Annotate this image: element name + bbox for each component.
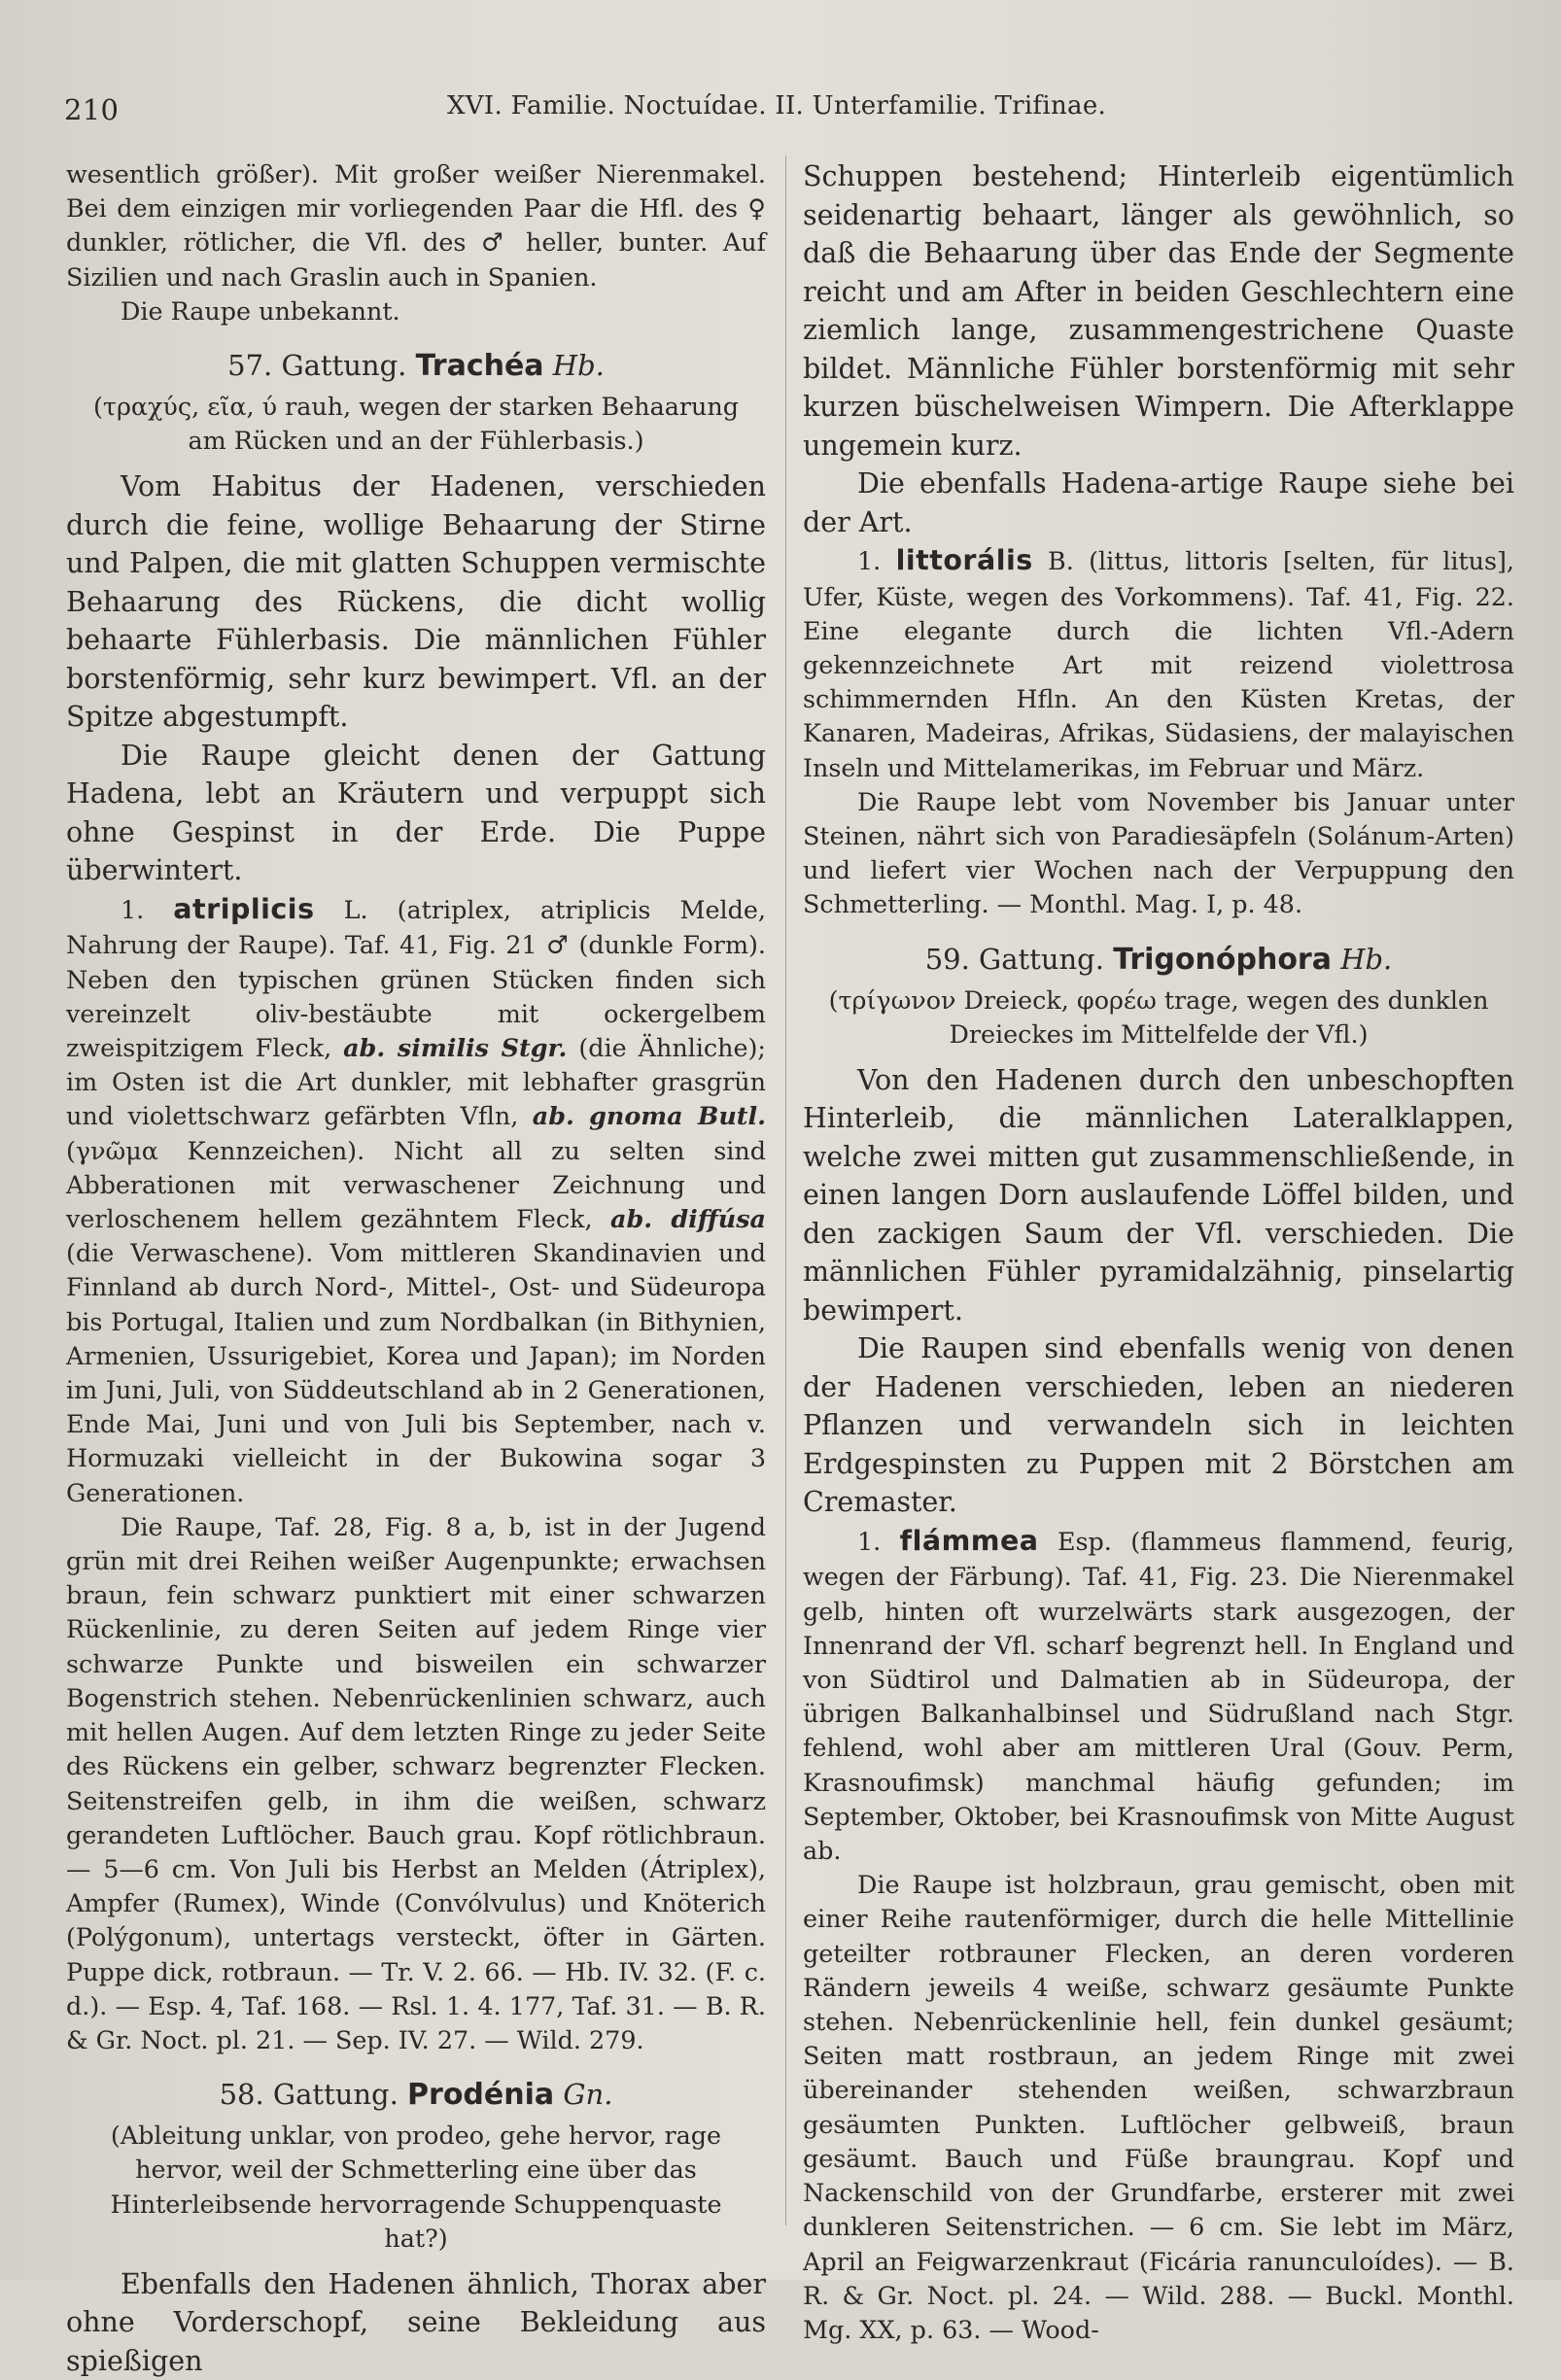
genus-heading-57 — [66, 346, 766, 386]
paragraph: Die ebenfalls Hadena-artige Raupe siehe bei der Art. — [803, 467, 1514, 538]
paragraph: Vom Habitus der Hadenen, verschieden durch die feine, wollige Behaarung der Stirne und Palpen, die mit glatten Schuppen vermischte Behaarung des Rückens, die dicht wollig behaarte Fühlerbasis. Die männlichen Fühler borstenförmig, sehr kurz bewimpert. Vfl. an der Spitze abgestumpft. — [66, 470, 766, 734]
species-name: flámmea — [899, 1524, 1039, 1557]
paragraph: Die Raupen sind ebenfalls wenig von denen der Hadenen verschieden, leben an niederen Pflanzen und verwandeln sich in leichten Erdgespinsten zu Puppen mit 2 Börstchen am Cremaster. — [803, 1332, 1514, 1519]
paragraph: Die Raupe lebt vom November bis Januar unter Steinen, nährt sich von Paradiesäpfeln (Solánum-Arten) und liefert vier Wochen nach der Verpuppung den Schmetterling. — Monthl. Mag. I, p. 48. — [803, 786, 1514, 919]
right-column — [803, 157, 1514, 2347]
genus-heading-59 — [803, 940, 1514, 980]
genus-author: Hb. — [552, 349, 605, 383]
species-entry — [803, 541, 1514, 785]
paragraph: Die Raupe gleicht denen der Gattung Hadena, lebt an Kräutern und verpuppt sich ohne Gespinst in der Erde. Die Puppe überwintert. — [66, 739, 766, 887]
genus-heading-58 — [66, 2075, 766, 2115]
species-text: L. (atriplex, atriplicis Melde, Nahrung der Raupe). Taf. 41, Fig. 21 ♂ (dunkle Form). Neben den typischen grünen Stücken finden sich vereinzelt oliv-bestäubte mit ockergelbem zweispitzigem Fleck, — [66, 894, 766, 1063]
genus-name: Prodénia — [407, 2078, 555, 2113]
running-title: XVI. Familie. Noctuídae. II. Unterfamilie. Trifinae. — [447, 91, 1107, 121]
page-number: 210 — [64, 93, 120, 126]
species-entry — [803, 1522, 1514, 1868]
left-column — [66, 157, 766, 2380]
column-divider — [785, 155, 786, 2225]
species-text: B. (littus, littoris [selten, für litus], Ufer, Küste, wegen des Vorkommens). Taf. 41, Fig. 22. Eine elegante durch die lichten Vfl.-Adern gekennzeichnete Art mit reizend violettrosa schimmernden Hfln. An den Küsten Kretas, der Kanaren, Madeiras, Afrikas, Südasiens, der malayischen Inseln und Mittelamerikas, im Februar und März. — [803, 546, 1515, 782]
genus-number: 57. Gattung. — [227, 349, 407, 383]
species-text: (die Verwaschene). Vom mittleren Skandinavien und Finnland ab durch Nord-, Mittel-, Ost- und Südeuropa bis Portugal, Italien und zum Nordbalkan (in Bithynien, Armenien, Ussurigebiet, Korea und Japan); im Norden im Juni, Juli, von Süddeutschland ab in 2 Generationen, Ende Mai, Juni und von Juli bis September, nach v. Hormuzaki vielleicht in der Bukowina sogar 3 Generationen. — [66, 1238, 766, 1507]
page-header — [64, 89, 1512, 132]
paragraph: Die Raupe, Taf. 28, Fig. 8 a, b, ist in der Jugend grün mit drei Reihen weißer Augenpunkte; erwachsen braun, fein schwarz punktiert mit einer schwarzen Rückenlinie, zu deren Seiten auf jedem Ringe vier schwarze Punkte und bisweilen ein schwarzer Bogenstrich stehen. Nebenrückenlinien schwarz, auch mit hellen Augen. Auf dem letzten Ringe zu jeder Seite des Rückens ein gelber, schwarz begrenzter Flecken. Seitenstreifen gelb, in ihm die weißen, schwarz gerandeten Luftlöcher. Bauch grau. Kopf rötlichbraun. — 5—6 cm. Von Juli bis Herbst an Melden (Átriplex), Ampfer (Rumex), Winde (Convólvulus) und Knöterich (Polýgonum), untertags versteckt, öfter in Gärten. Puppe dick, rotbraun. — Tr. V. 2. 66. — Hb. IV. 32. (F. c. d.). — Esp. 4, Taf. 168. — Rsl. 1. 4. 177, Taf. 31. — B. R. & Gr. Noct. pl. 21. — Sep. IV. 27. — Wild. 279. — [66, 1511, 766, 2054]
species-number: 1. — [121, 894, 145, 924]
genus-number: 58. Gattung. — [219, 2078, 399, 2112]
etymology: (τραχύς, εῖα, ύ rauh, wegen der starken Behaarung am Rücken und an der Fühlerbasis.) — [93, 392, 739, 456]
species-text: Esp. (flammeus flammend, feurig, wegen der Färbung). Taf. 41, Fig. 23. Die Nierenmakel gelb, hinten oft wurzelwärts stark ausgezogen, der Innenrand der Vfl. scharf begrenzt hell. In England und von Südtirol und Dalmatien ab in Südeuropa, der übrigen Balkanhalbinsel und Südrußland nach Stgr. fehlend, wohl aber am mittleren Ural (Gouv. Perm, Krasnoufimsk) manchmal häufig gefunden; im September, Oktober, bei Krasnoufimsk von Mitte August ab. — [803, 1526, 1514, 1866]
genus-author: Hb. — [1340, 942, 1393, 976]
species-text: (die Ähnliche); im Osten ist die Art dunkler, mit lebhafter grasgrün und violettschwarz gefärbten Vfln, — [66, 1033, 766, 1131]
paragraph: Ebenfalls den Hadenen ähnlich, Thorax aber ohne Vorderschopf, seine Bekleidung aus spießigen — [66, 2267, 766, 2377]
paragraph: Schuppen bestehend; Hinterleib eigentümlich seidenartig behaart, länger als gewöhnlich, so daß die Behaarung über das Ende der Segmente reicht und am After in beiden Geschlechtern eine ziemlich lange, zusammengestrichene Quaste bildet. Männliche Fühler borstenförmig mit sehr kurzen büschelweisen Wimpern. Die Afterklappe ungemein kurz. — [803, 160, 1514, 462]
species-text: (γνῶμα Kennzeichen). Nicht all zu selten sind Abberationen mit verwaschener Zeichnung und verloschenem hellem gezähntem Fleck, — [66, 1135, 766, 1234]
species-name: littorális — [895, 544, 1033, 576]
aberration-name: ab. diffúsa — [610, 1204, 766, 1234]
etymology: (Ableitung unklar, von prodeo, gehe hervor, rage hervor, weil der Schmetterling eine über das Hinterleibsende hervorragende Schuppenquaste hat?) — [110, 2121, 722, 2253]
species-entry — [66, 890, 766, 1510]
paragraph: Die Raupe unbekannt. — [121, 295, 400, 326]
species-number: 1. — [857, 546, 882, 575]
paragraph: Von den Hadenen durch den unbeschopften Hinterleib, die männlichen Lateralklappen, welche zwei mitten gut zusammenschließende, in einen langen Dorn auslaufende Löffel bilden, und den zackigen Saum der Vfl. verschieden. Die männlichen Fühler pyramidalzähnig, pinselartig bewimpert. — [803, 1063, 1514, 1327]
paragraph: wesentlich größer). Mit großer weißer Nierenmakel. Bei dem einzigen mir vorliegenden Paar die Hfl. des ♀ dunkler, rötlicher, die Vfl. des ♂ heller, bunter. Auf Sizilien und nach Graslin auch in Spanien. — [66, 159, 766, 292]
genus-name: Trachéa — [415, 349, 544, 384]
genus-author: Gn. — [563, 2078, 613, 2112]
aberration-name: ab. similis Stgr. — [343, 1033, 568, 1063]
genus-name: Trigonóphora — [1113, 942, 1332, 977]
species-number: 1. — [857, 1526, 882, 1556]
paragraph: Die Raupe ist holzbraun, grau gemischt, oben mit einer Reihe rautenförmiger, durch die helle Mittellinie geteilter rotbrauner Flecken, an deren vorderen Rändern jeweils 4 weiße, schwarz gesäumte Punkte stehen. Nebenrückenlinie hell, fein dunkel gesäumt; Seiten matt rostbraun, an jedem Ringe mit zwei übereinander stehenden weißen, schwarzbraun gesäumten Punkten. Luftlöcher gelbweiß, braun gesäumt. Bauch und Füße braungrau. Kopf und Nackenschild von der Grundfarbe, ersterer mit zwei dunkleren Seitenstrichen. — 6 cm. Sie lebt im März, April an Feigwarzenkraut (Ficária ranunculoídes). — B. R. & Gr. Noct. pl. 24. — Wild. 288. — Buckl. Monthl. Mg. XX, p. 63. — Wood- — [803, 1870, 1514, 2344]
aberration-name: ab. gnoma Butl. — [532, 1101, 766, 1131]
etymology: (τρίγωνον Dreieck, φορέω trage, wegen des dunklen Dreieckes im Mittelfelde der Vfl.) — [828, 984, 1489, 1049]
species-name: atriplicis — [173, 892, 315, 925]
genus-number: 59. Gattung. — [924, 942, 1104, 976]
